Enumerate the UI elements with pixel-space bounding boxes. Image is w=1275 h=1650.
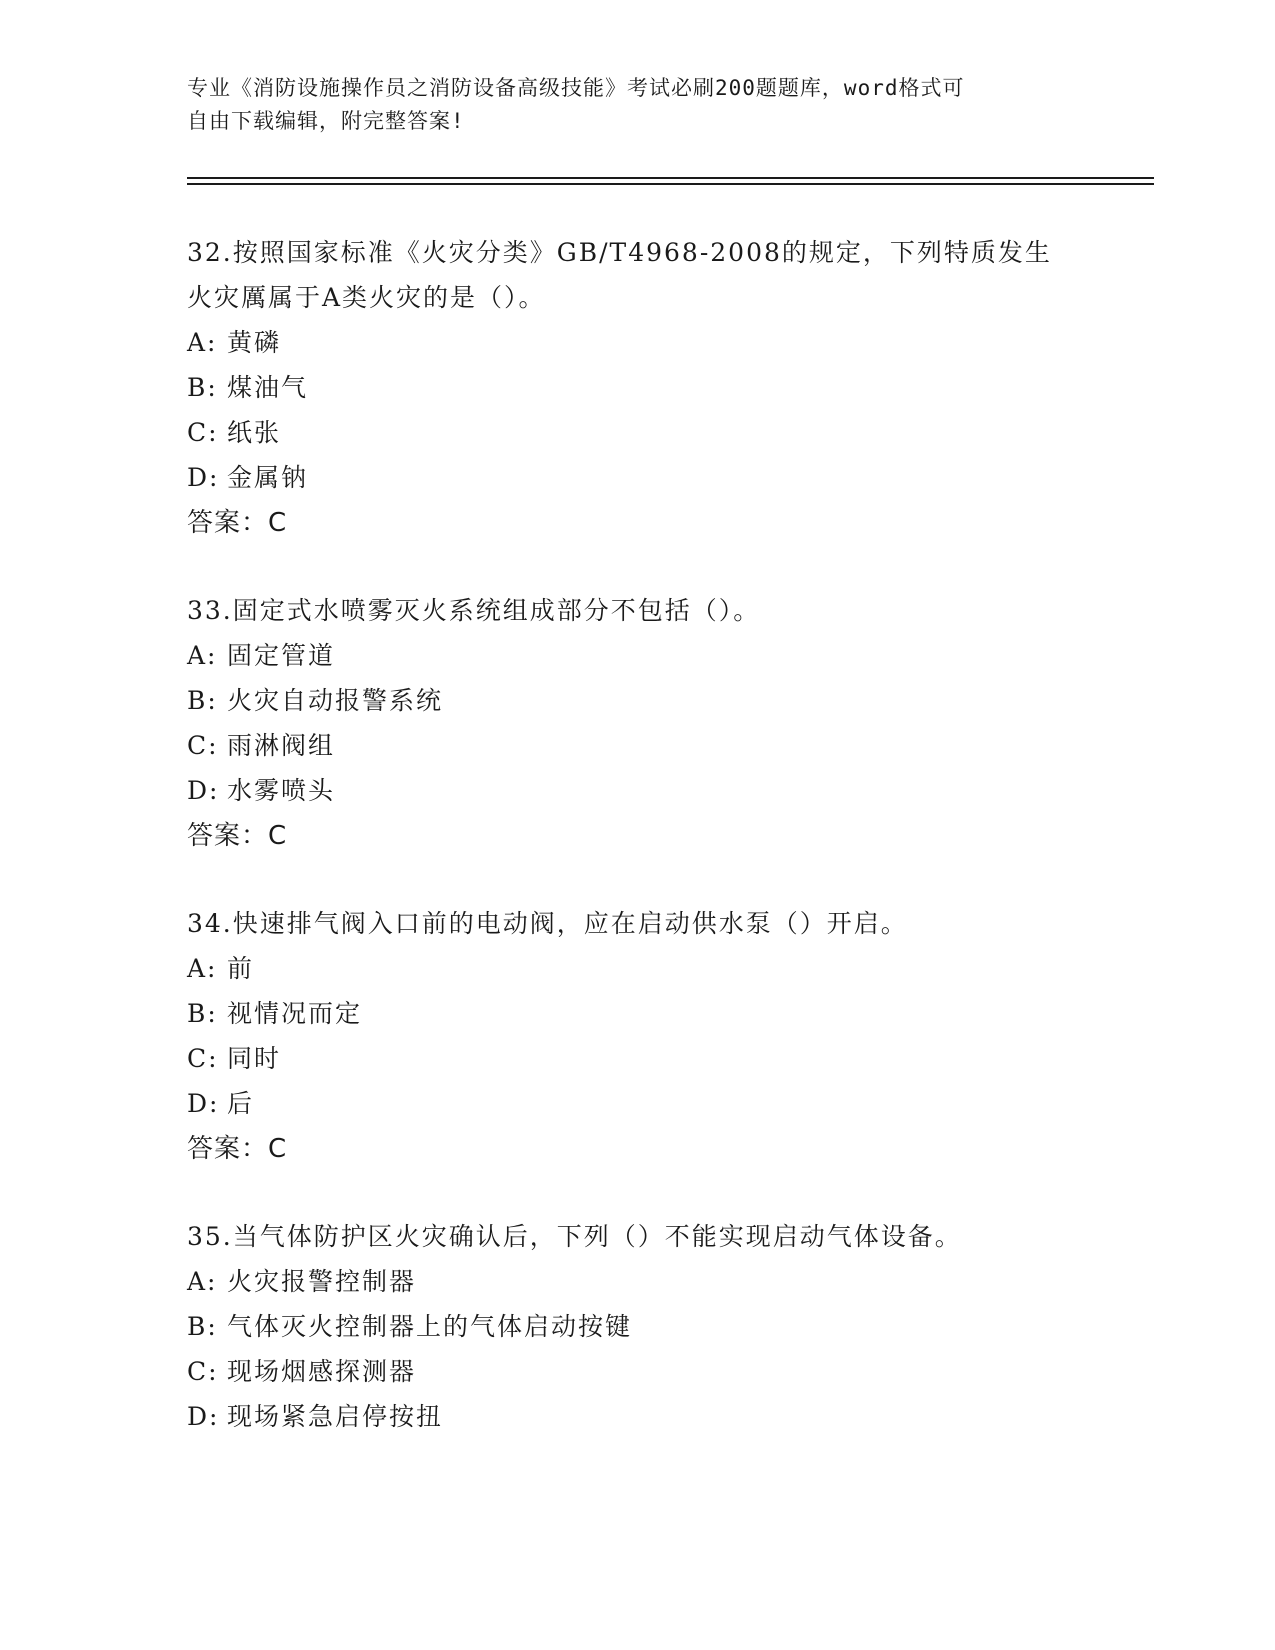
question-list — [187, 230, 1147, 1481]
option-letter: D: — [187, 1402, 220, 1431]
answer-line: 答案：C — [187, 821, 288, 851]
option-d — [187, 1081, 1147, 1126]
question-stem-continued: 火灾厲属于A类火灾的是（）。 — [187, 283, 546, 312]
question-33 — [187, 588, 1147, 859]
option-c — [187, 1349, 1147, 1394]
option-text: 现场烟感探测器 — [227, 1357, 417, 1386]
option-letter: B: — [187, 373, 218, 402]
option-text: 金属钠 — [227, 463, 309, 492]
option-letter: B: — [187, 686, 218, 715]
option-text: 前 — [227, 954, 255, 983]
option-b — [187, 991, 1147, 1036]
option-text: 气体灭火控制器上的气体启动按键 — [227, 1312, 633, 1341]
header-divider-bottom — [187, 183, 1154, 185]
option-letter: A: — [187, 1267, 218, 1296]
question-stem: 33.固定式水喷雾灭火系统组成部分不包括（）。 — [187, 596, 761, 625]
option-text: 雨淋阀组 — [227, 731, 336, 760]
question-stem: 34.快速排气阀入口前的电动阀，应在启动供水泵（）开启。 — [187, 909, 908, 938]
option-letter: C: — [187, 731, 219, 760]
answer-line: 答案：C — [187, 1134, 288, 1164]
option-text: 纸张 — [227, 418, 282, 447]
question-35 — [187, 1214, 1147, 1439]
option-text: 煤油气 — [227, 373, 309, 402]
option-text: 水雾喷头 — [227, 776, 336, 805]
option-letter: C: — [187, 1357, 219, 1386]
option-b — [187, 365, 1147, 410]
option-letter: A: — [187, 641, 218, 670]
option-text: 后 — [227, 1089, 255, 1118]
header-divider-top — [187, 177, 1154, 179]
question-32 — [187, 230, 1147, 546]
option-a — [187, 633, 1147, 678]
option-d — [187, 768, 1147, 813]
question-34 — [187, 901, 1147, 1172]
option-letter: C: — [187, 1044, 219, 1073]
option-c — [187, 410, 1147, 455]
question-stem: 35.当气体防护区火灾确认后，下列（）不能实现启动气体设备。 — [187, 1222, 962, 1251]
option-b — [187, 678, 1147, 723]
option-letter: A: — [187, 954, 218, 983]
option-letter: D: — [187, 776, 220, 805]
option-d — [187, 1394, 1147, 1439]
option-b — [187, 1304, 1147, 1349]
answer-line: 答案：C — [187, 508, 288, 538]
option-c — [187, 1036, 1147, 1081]
option-c — [187, 723, 1147, 768]
option-text: 黄磷 — [227, 328, 282, 357]
option-a — [187, 1259, 1147, 1304]
option-letter: D: — [187, 463, 220, 492]
question-stem: 32.按照国家标准《火灾分类》GB/T4968-2008的规定，下列特质发生 — [187, 238, 1052, 267]
option-text: 现场紧急启停按扭 — [227, 1402, 444, 1431]
option-text: 同时 — [227, 1044, 282, 1073]
header-line-2: 自由下载编辑，附完整答案! — [187, 109, 465, 133]
option-a — [187, 946, 1147, 991]
option-text: 火灾报警控制器 — [227, 1267, 417, 1296]
option-letter: D: — [187, 1089, 220, 1118]
option-letter: C: — [187, 418, 219, 447]
option-letter: B: — [187, 1312, 218, 1341]
option-text: 固定管道 — [227, 641, 336, 670]
option-d — [187, 455, 1147, 500]
option-a — [187, 320, 1147, 365]
document-header — [187, 72, 1067, 138]
option-letter: B: — [187, 999, 218, 1028]
option-letter: A: — [187, 328, 218, 357]
option-text: 火灾自动报警系统 — [227, 686, 444, 715]
header-line-1: 专业《消防设施操作员之消防设备高级技能》考试必刷200题题库，word格式可 — [187, 76, 965, 100]
option-text: 视情况而定 — [227, 999, 363, 1028]
